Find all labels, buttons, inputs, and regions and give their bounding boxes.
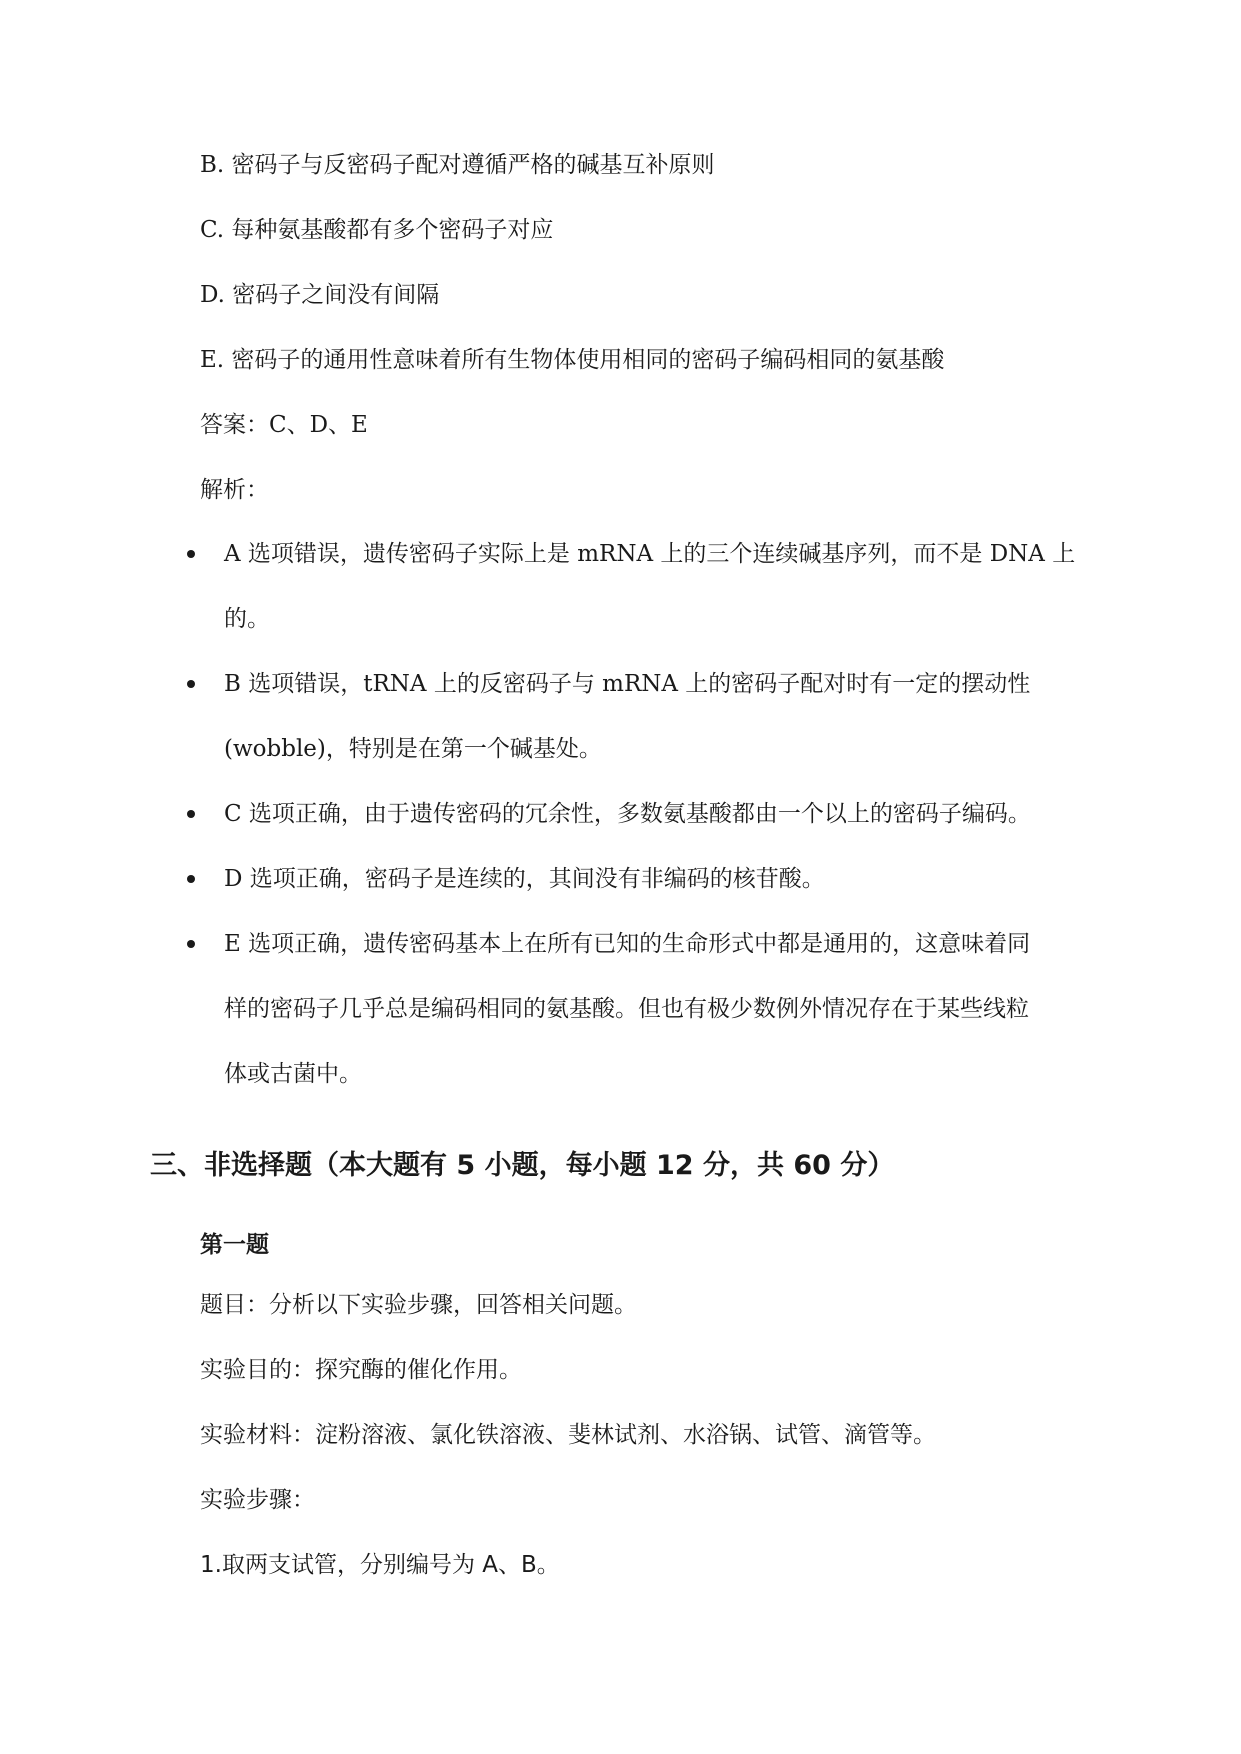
experiment-steps-label: 实验步骤： — [200, 1487, 315, 1513]
bullet-icon — [187, 680, 195, 688]
question-title: 第一题 — [200, 1232, 269, 1258]
analysis-c-line1: C 选项正确，由于遗传密码的冗余性，多数氨基酸都由一个以上的密码子编码。 — [224, 801, 1031, 827]
section-title: 三、非选择题（本大题有 5 小题，每小题 12 分，共 60 分） — [150, 1150, 895, 1181]
bullet-icon — [187, 550, 195, 558]
option-b: B. 密码子与反密码子配对遵循严格的碱基互补原则 — [200, 152, 715, 178]
question-prompt: 题目：分析以下实验步骤，回答相关问题。 — [200, 1292, 637, 1318]
analysis-d-line1: D 选项正确，密码子是连续的，其间没有非编码的核苷酸。 — [224, 866, 825, 892]
option-c: C. 每种氨基酸都有多个密码子对应 — [200, 217, 554, 243]
bullet-icon — [187, 940, 195, 948]
analysis-b-line2: (wobble)，特别是在第一个碱基处。 — [224, 736, 602, 762]
analysis-e-line3: 体或古菌中。 — [224, 1061, 362, 1087]
experiment-step-1: 1.取两支试管，分别编号为 A、B。 — [200, 1552, 560, 1578]
analysis-b-line1: B 选项错误，tRNA 上的反密码子与 mRNA 上的密码子配对时有一定的摆动性 — [224, 671, 1031, 697]
analysis-e-line1: E 选项正确，遗传密码基本上在所有已知的生命形式中都是通用的，这意味着同 — [224, 931, 1031, 957]
option-d: D. 密码子之间没有间隔 — [200, 282, 440, 308]
experiment-materials: 实验材料：淀粉溶液、氯化铁溶液、斐林试剂、水浴锅、试管、滴管等。 — [200, 1422, 936, 1448]
analysis-a-line1: A 选项错误，遗传密码子实际上是 mRNA 上的三个连续碱基序列，而不是 DNA 上 — [224, 541, 1076, 567]
experiment-purpose: 实验目的：探究酶的催化作用。 — [200, 1357, 522, 1383]
bullet-icon — [187, 810, 195, 818]
analysis-e-line2: 样的密码子几乎总是编码相同的氨基酸。但也有极少数例外情况存在于某些线粒 — [224, 996, 1029, 1022]
analysis-a-line2: 的。 — [224, 606, 270, 632]
analysis-label: 解析： — [200, 477, 269, 503]
option-e: E. 密码子的通用性意味着所有生物体使用相同的密码子编码相同的氨基酸 — [200, 347, 945, 373]
answer-text: 答案：C、D、E — [200, 412, 368, 438]
bullet-icon — [187, 875, 195, 883]
